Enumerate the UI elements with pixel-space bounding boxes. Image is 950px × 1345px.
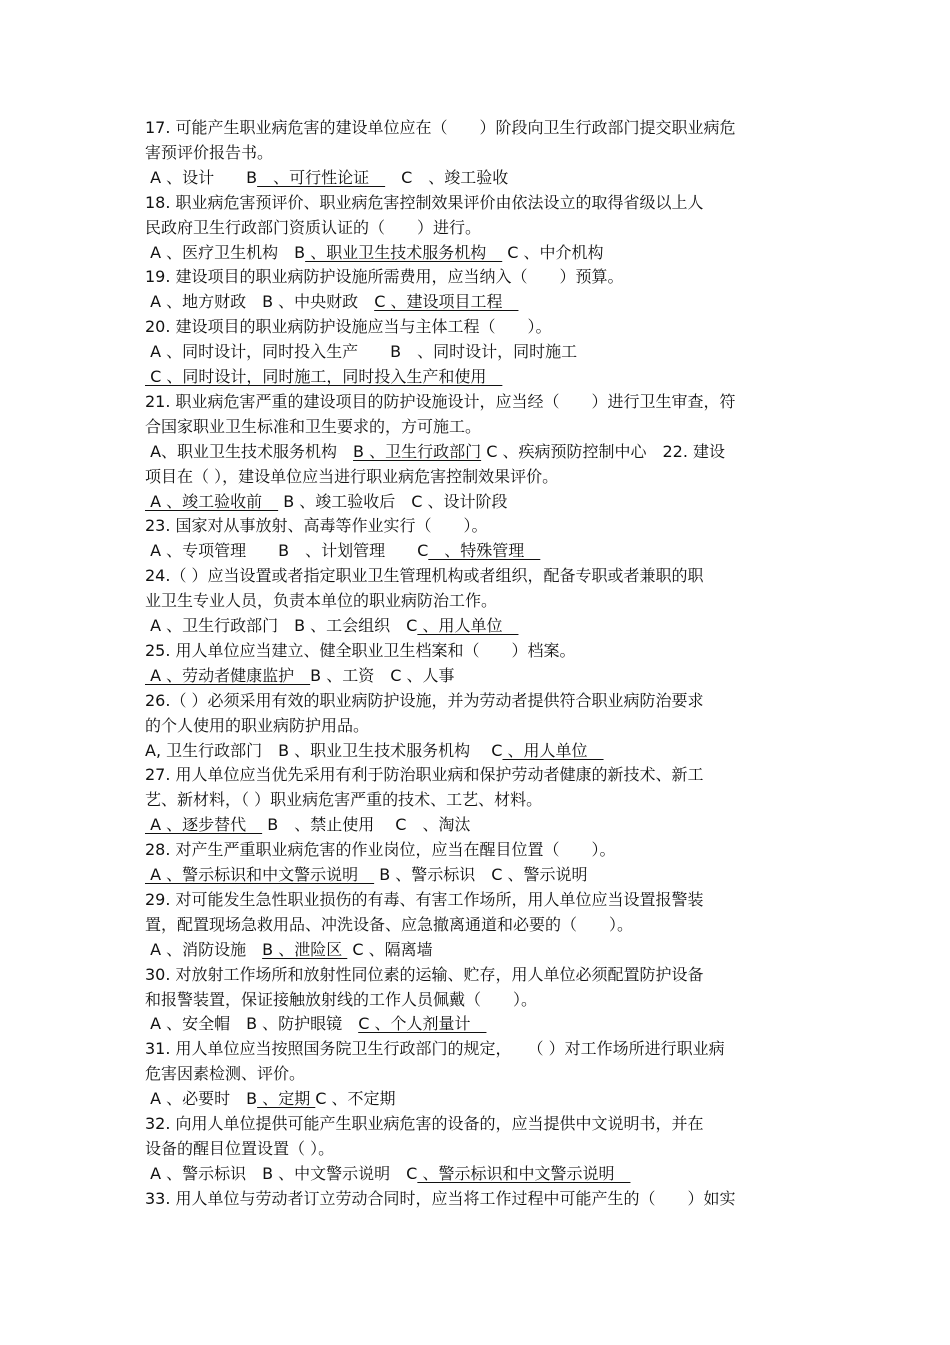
- text-span: 24.（ ）应当设置或者指定职业卫生管理机构或者组织，配备专职或者兼职的职: [145, 566, 704, 586]
- answer-underlined: C 、同时设计，同时施工，同时投入生产和使用: [145, 367, 503, 386]
- text-line: [145, 442, 725, 464]
- text-line: [145, 840, 616, 862]
- text-span: 害预评价报告书。: [145, 142, 274, 162]
- answer-underlined: 、职业卫生技术服务机构: [305, 242, 503, 262]
- answer-underlined: C 、建设项目工程: [374, 292, 519, 312]
- text-span: C 、隔离墙: [347, 939, 433, 959]
- text-span: 和报警装置，保证接触放射线的工作人员佩戴（ ）。: [145, 989, 538, 1009]
- text-line: [145, 367, 502, 389]
- text-span: A 、警示标识 B 、中文警示说明 C: [145, 1163, 418, 1183]
- answer-underlined: B 、泄险区: [262, 939, 348, 959]
- text-span: A 、专项管理 B 、计划管理 C: [145, 541, 429, 561]
- text-span: C 、不定期: [315, 1089, 396, 1109]
- text-line: [145, 865, 588, 887]
- text-line: [145, 342, 577, 364]
- text-span: B 、禁止使用 C 、淘汰: [262, 815, 471, 835]
- text-line: [145, 492, 508, 514]
- text-span: 17. 可能产生职业病危害的建设单位应在（ ）阶段向卫生行政部门提交职业病危: [145, 118, 736, 137]
- answer-underlined: A 、逐步替代: [145, 815, 263, 835]
- text-line: [145, 218, 481, 240]
- answer-underlined: 、可行性论证: [257, 167, 386, 187]
- text-line: [145, 168, 508, 190]
- text-span: 27. 用人单位应当优先采用有利于防治职业病和保护劳动者健康的新技术、新工: [145, 765, 704, 785]
- text-span: 19. 建设项目的职业病防护设施所需费用，应当纳入（ ）预算。: [145, 267, 624, 287]
- text-span: C 、疾病预防控制中心 22. 建设: [481, 441, 726, 461]
- text-line: [145, 940, 433, 962]
- text-span: A 、消防设施: [145, 939, 263, 959]
- text-line: [145, 317, 552, 339]
- text-line: [145, 516, 488, 538]
- answer-underlined: B 、卫生行政部门: [353, 441, 482, 461]
- text-line: [145, 118, 736, 140]
- text-line: [145, 392, 736, 414]
- text-span: C 、中介机构: [502, 242, 604, 262]
- text-line: [145, 765, 704, 787]
- text-span: B 、工资 C 、人事: [310, 665, 455, 685]
- text-line: [145, 1064, 305, 1086]
- text-span: A 、同时设计，同时投入生产 B 、同时设计，同时施工: [145, 342, 578, 362]
- text-line: [145, 417, 481, 439]
- answer-underlined: 、警示标识和中文警示说明: [417, 1163, 631, 1183]
- text-span: A 、安全帽 B 、防护眼镜: [145, 1014, 359, 1034]
- text-line: [145, 566, 704, 588]
- text-span: A, 卫生行政部门 B 、职业卫生技术服务机构 C: [145, 740, 503, 760]
- text-line: [145, 591, 497, 613]
- text-span: 20. 建设项目的职业病防护设施应当与主体工程（ ）。: [145, 317, 552, 337]
- answer-underlined: A 、劳动者健康监护: [145, 665, 311, 685]
- text-span: A 、卫生行政部门 B 、工会组织 C: [145, 616, 418, 635]
- text-line: [145, 193, 704, 215]
- text-span: 置，配置现场急救用品、冲洗设备、应急撤离通道和必要的（ ）。: [145, 914, 634, 934]
- text-span: 设备的醒目位置设置（ ）。: [145, 1138, 335, 1158]
- text-span: B 、竣工验收后 C 、设计阶段: [278, 491, 508, 511]
- text-line: [145, 292, 518, 314]
- text-span: 合国家职业卫生标准和卫生要求的，方可施工。: [145, 416, 482, 436]
- text-line: [145, 815, 470, 837]
- text-span: 33. 用人单位与劳动者订立劳动合同时，应当将工作过程中可能产生的（ ）如实: [145, 1188, 736, 1208]
- text-line: [145, 965, 704, 987]
- text-line: [145, 1014, 486, 1036]
- text-span: C 、竣工验收: [385, 167, 509, 187]
- text-line: [145, 467, 558, 489]
- text-line: [145, 790, 542, 812]
- text-line: [145, 616, 518, 638]
- text-span: 30. 对放射工作场所和放射性同位素的运输、贮存，用人单位必须配置防护设备: [145, 964, 704, 984]
- text-span: 的个人使用的职业病防护用品。: [145, 715, 370, 735]
- text-line: [145, 666, 454, 688]
- text-span: A 、医疗卫生机构 B: [145, 242, 306, 262]
- text-line: [145, 267, 624, 289]
- text-line: [145, 915, 633, 937]
- answer-underlined: A 、警示标识和中文警示说明: [145, 865, 375, 884]
- text-span: A 、地方财政 B 、中央财政: [145, 292, 375, 312]
- text-span: 32. 向用人单位提供可能产生职业病危害的设备的，应当提供中文说明书，并在: [145, 1114, 704, 1133]
- text-span: 21. 职业病危害严重的建设项目的防护设施设计，应当经（ ）进行卫生审查，符: [145, 391, 736, 411]
- text-span: A、职业卫生技术服务机构: [145, 441, 354, 461]
- text-span: B 、警示标识 C 、警示说明: [374, 865, 588, 884]
- answer-underlined: C 、个人剂量计: [358, 1014, 487, 1034]
- text-line: [145, 990, 537, 1012]
- text-line: [145, 1139, 334, 1161]
- text-line: [145, 1089, 396, 1111]
- answer-underlined: 、定期: [257, 1089, 316, 1109]
- text-span: 31. 用人单位应当按照国务院卫生行政部门的规定， （ ）对工作场所进行职业病: [145, 1039, 725, 1059]
- text-line: [145, 1189, 736, 1211]
- text-span: 23. 国家对从事放射、高毒等作业实行（ ）。: [145, 516, 488, 536]
- answer-underlined: 、用人单位: [417, 616, 519, 635]
- text-line: [145, 541, 540, 563]
- text-line: [145, 1114, 704, 1136]
- text-line: [145, 890, 704, 912]
- text-span: A 、设计 B: [145, 167, 258, 187]
- text-line: [145, 716, 369, 738]
- text-span: 18. 职业病危害预评价、职业病危害控制效果评价由依法设立的取得省级以上人: [145, 192, 704, 212]
- text-span: 28. 对产生严重职业病危害的作业岗位，应当在醒目位置（ ）。: [145, 840, 616, 860]
- text-span: 29. 对可能发生急性职业损伤的有毒、有害工作场所，用人单位应当设置报警装: [145, 889, 704, 909]
- text-line: [145, 641, 576, 663]
- text-span: 项目在（ ），建设单位应当进行职业病危害控制效果评价。: [145, 466, 559, 486]
- text-span: 艺、新材料，（ ）职业病危害严重的技术、工艺、材料。: [145, 790, 543, 810]
- text-span: 26.（ ）必须采用有效的职业病防护设施，并为劳动者提供符合职业病防治要求: [145, 690, 704, 710]
- text-line: [145, 243, 604, 265]
- text-span: 业卫生专业人员，负责本单位的职业病防治工作。: [145, 591, 498, 611]
- text-line: [145, 691, 704, 713]
- text-span: 民政府卫生行政部门资质认证的（ ）进行。: [145, 217, 482, 237]
- answer-underlined: 、特殊管理: [428, 541, 541, 561]
- text-line: [145, 1039, 725, 1061]
- answer-underlined: 、用人单位: [502, 740, 604, 760]
- answer-underlined: A 、竣工验收前: [145, 491, 279, 511]
- text-span: A 、必要时 B: [145, 1089, 258, 1109]
- text-line: [145, 143, 273, 165]
- text-line: [145, 1164, 630, 1186]
- text-span: 危害因素检测、评价。: [145, 1064, 306, 1084]
- text-span: 25. 用人单位应当建立、健全职业卫生档案和（ ）档案。: [145, 640, 576, 660]
- text-line: [145, 741, 604, 763]
